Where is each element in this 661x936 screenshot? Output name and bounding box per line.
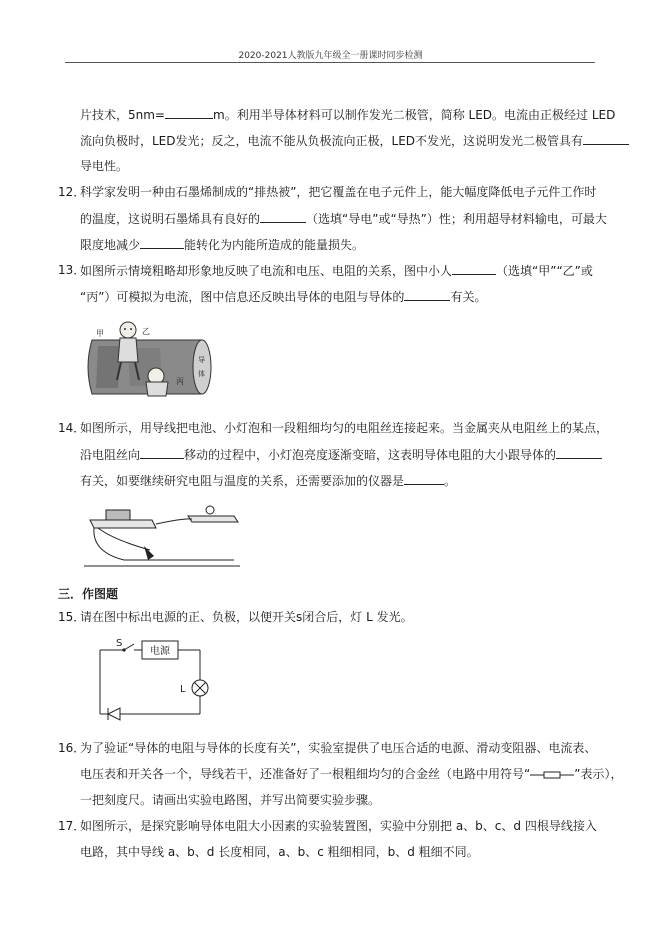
q11-text-1a: 片技术，5nm= xyxy=(80,108,165,122)
q11-line-3: 导电性。 xyxy=(80,159,129,173)
q13-text-1b: （选填“甲”“乙”或 xyxy=(496,264,593,278)
q15-text: 请在图中标出电源的正、负极，以便开关s闭合后，灯 L 发光。 xyxy=(80,610,413,624)
q14-line-2 xyxy=(80,446,602,463)
q14-blank-2[interactable] xyxy=(556,446,602,459)
q17-number: 17． xyxy=(58,819,86,833)
q13-label-ti: 体 xyxy=(198,370,205,378)
q14-text-3a: 有关，如要继续研究电阻与温度的关系，还需要添加的仪器是 xyxy=(80,474,405,488)
q16-line-2 xyxy=(80,766,622,782)
q15-number: 15． xyxy=(58,610,86,624)
q17-line-2: 电路，其中导线 a、b、d 长度相同，a、b、c 粗细相同，b、d 粗细不同。 xyxy=(80,845,479,859)
q12-line-3 xyxy=(80,236,364,253)
q13-number: 13． xyxy=(58,263,86,277)
q12-text-3b: 能转化为内能所造成的能量损失。 xyxy=(184,238,365,252)
alloy-wire-symbol xyxy=(530,770,574,780)
section-3-title: 三．作图题 xyxy=(58,587,119,601)
q13-blank-2[interactable] xyxy=(404,288,450,301)
switch-label: S xyxy=(116,638,123,649)
q14-blank-1[interactable] xyxy=(140,446,184,459)
q14-text-2a: 沿电阻丝向 xyxy=(80,448,141,462)
bulb-icon xyxy=(206,506,214,514)
q16-number: 16． xyxy=(58,741,86,755)
clip-icon xyxy=(144,546,154,560)
q13-text-2b: 有关。 xyxy=(450,290,487,304)
q13-label-bing: 丙 xyxy=(176,377,184,386)
q12-blank-2[interactable] xyxy=(140,236,184,249)
q11-line-2 xyxy=(80,132,629,149)
q13-label-dao: 导 xyxy=(198,356,205,364)
q13-blank-1[interactable] xyxy=(452,262,496,275)
power-source-label: 电源 xyxy=(150,646,170,657)
q12-text-3a: 限度地减少 xyxy=(80,238,141,252)
q13-label-yi: 乙 xyxy=(142,327,150,336)
q11-blank-1[interactable] xyxy=(165,106,213,119)
battery-icon xyxy=(106,510,130,520)
q11-text-2a: 流向负极时，LED发光；反之，电流不能从负极流向正极，LED不发光，这说明发光二极管具有 xyxy=(80,134,584,148)
q15-circuit xyxy=(96,638,212,728)
q13-label-jia: 甲 xyxy=(96,329,104,338)
q11-line-1 xyxy=(80,106,615,123)
q12-line-1: 科学家发明一种由石墨烯制成的“排热被”，把它覆盖在电子元件上，能大幅度降低电子元件工作时 xyxy=(80,185,597,199)
q12-number: 12． xyxy=(58,185,86,199)
q12-text-2a: 的温度，这说明石墨烯具有良好的 xyxy=(80,212,261,226)
q13-text-2a: “丙”）可模拟为电流，图中信息还反映出导体的电阻与导体的 xyxy=(80,290,405,304)
q14-blank-3[interactable] xyxy=(404,472,444,485)
header-divider xyxy=(65,62,595,63)
q12-blank-1[interactable] xyxy=(260,210,306,223)
q16-line-3: 一把刻度尺。请画出实验电路图，并写出简要实验步骤。 xyxy=(80,793,381,807)
lamp-label: L xyxy=(180,684,186,695)
q16-text-2b: ”表示）， xyxy=(574,767,623,781)
q16-line-1: 为了验证“导体的电阻与导体的长度有关”，实验室提供了电压合适的电源、滑动变阻器、电流表、 xyxy=(80,741,597,755)
q14-line-3 xyxy=(80,472,456,489)
q14-line-1: 如图所示，用导线把电池、小灯泡和一段粗细均匀的电阻丝连接起来。当金属夹从电阻丝上的某点， xyxy=(80,421,609,435)
q12-line-2 xyxy=(80,210,607,227)
q13-text-1a: 如图所示情境粗略却形象地反映了电流和电压、电阻的关系，图中小人 xyxy=(80,264,453,278)
q16-text-2a: 电压表和开关各一个，导线若干，还准备好了一根粗细均匀的合金丝（电路中用符号“ xyxy=(80,767,531,781)
q14-number: 14． xyxy=(58,421,86,435)
q14-text-3b: 。 xyxy=(444,474,457,488)
q14-text-2b: 移动的过程中，小灯泡亮度逐渐变暗，这表明导体电阻的大小跟导体的 xyxy=(184,448,557,462)
q13-figure xyxy=(84,318,212,400)
diode-icon xyxy=(108,708,120,720)
switch-icon xyxy=(124,644,134,650)
q14-figure xyxy=(84,500,244,570)
q13-line-2 xyxy=(80,288,486,305)
q17-line-1: 如图所示，是探究影响导体电阻大小因素的实验装置图，实验中分别把 a、b、c、d 四根导线接入 xyxy=(80,819,597,833)
q12-text-2b: （选填“导电”或“导热”）性；利用超导材料输电，可最大 xyxy=(306,212,607,226)
q11-text-1b: m。利用半导体材料可以制作发光二极管，简称 LED。电流由正极经过 LED xyxy=(213,108,616,122)
q13-line-1 xyxy=(80,262,593,279)
page-header: 2020-2021人教版九年级全一册课时同步检测 xyxy=(238,51,423,61)
q11-blank-2[interactable] xyxy=(583,132,629,145)
